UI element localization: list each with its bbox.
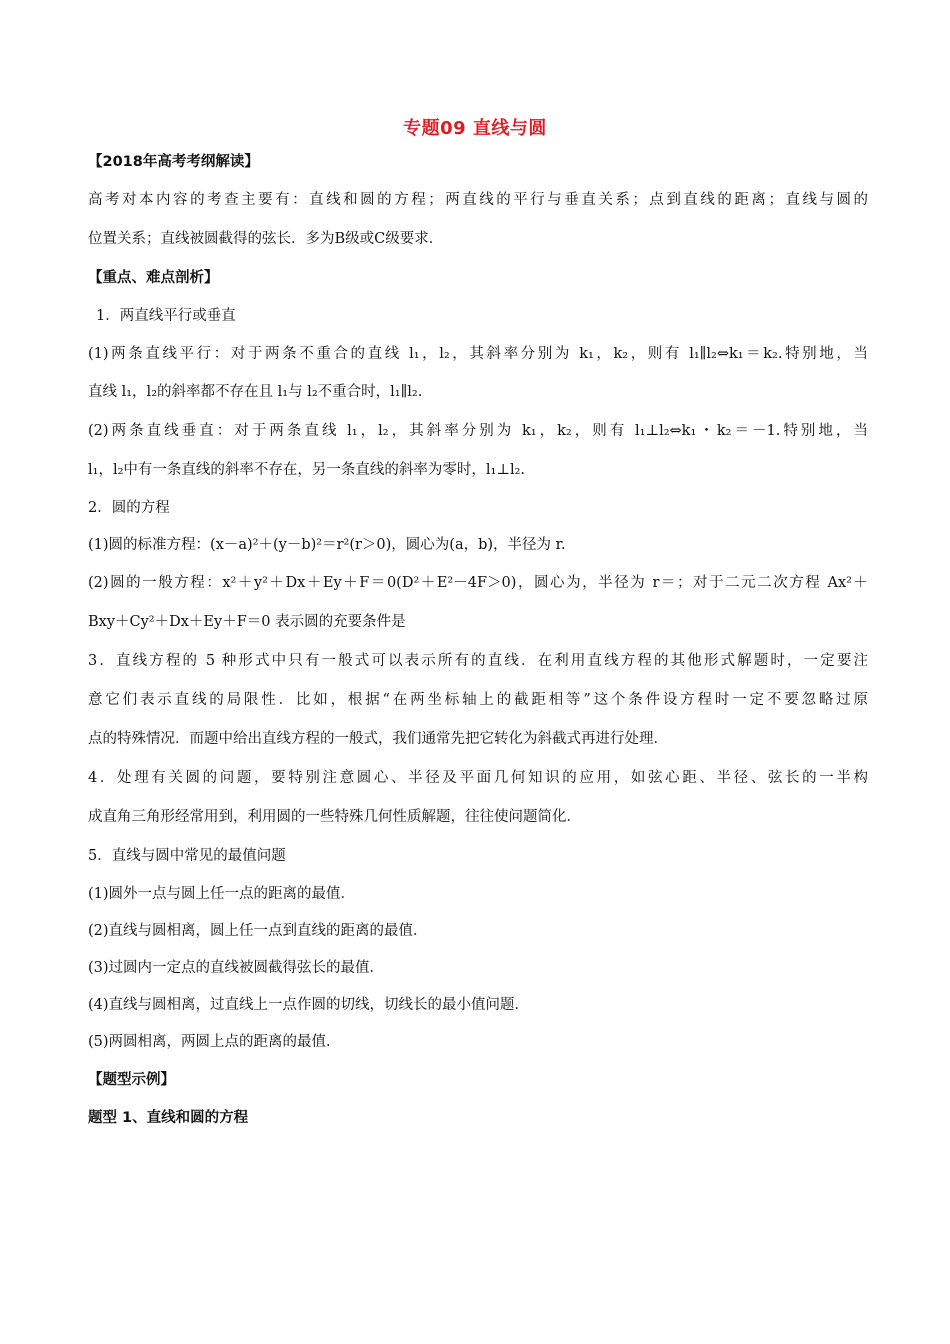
item-4-line-1: 4．处理有关圆的问题，要特别注意圆心、半径及平面几何知识的应用，如弦心距、半径、弦长的一半构 xyxy=(88,770,868,786)
item-4-line-2: 成直角三角形经常用到，利用圆的一些特殊几何性质解题，往往使问题简化． xyxy=(88,809,581,825)
document-title: 专题09 直线与圆 xyxy=(403,118,547,139)
item-5-list-item: (2)直线与圆相离，圆上任一点到直线的距离的最值． xyxy=(88,923,428,939)
syllabus-paragraph-line-2: 位置关系；直线被圆截得的弦长．多为B级或C级要求． xyxy=(88,231,444,247)
example-type-1-heading: 题型 1、直线和圆的方程 xyxy=(88,1110,249,1126)
item-1-para-1-line-1: (1)两条直线平行：对于两条不重合的直线 l₁，l₂，其斜率分别为 k₁，k₂，则有 l₁∥l₂⇔k₁＝k₂.特别地，当 xyxy=(88,346,868,362)
section-heading-key-points: 【重点、难点剖析】 xyxy=(88,270,219,286)
item-2-title: 2．圆的方程 xyxy=(88,500,170,516)
section-heading-examples: 【题型示例】 xyxy=(88,1072,175,1088)
section-heading-syllabus: 【2018年高考考纲解读】 xyxy=(88,154,259,170)
item-5-list-item: (3)过圆内一定点的直线被圆截得弦长的最值． xyxy=(88,960,385,976)
item-1-para-2-line-2: l₁，l₂中有一条直线的斜率不存在，另一条直线的斜率为零时，l₁⊥l₂. xyxy=(88,462,526,478)
syllabus-paragraph-line-1: 高考对本内容的考查主要有：直线和圆的方程；两直线的平行与垂直关系；点到直线的距离；直线与圆的 xyxy=(88,192,868,208)
item-1-para-2-line-1: (2)两条直线垂直：对于两条直线 l₁，l₂，其斜率分别为 k₁，k₂，则有 l₁⊥l₂⇔k₁・k₂＝－1.特别地，当 xyxy=(88,423,868,439)
item-5-list-item: (5)两圆相离，两圆上点的距离的最值． xyxy=(88,1034,341,1050)
item-2-para-2-line-1: (2)圆的一般方程：x²＋y²＋Dx＋Ey＋F＝0(D²＋E²－4F＞0)，圆心为，半径为 r＝；对于二元二次方程 Ax²＋ xyxy=(88,575,868,591)
item-3-line-1: 3．直线方程的 5 种形式中只有一般式可以表示所有的直线．在利用直线方程的其他形式解题时，一定要注 xyxy=(88,653,868,669)
item-5-list-item: (4)直线与圆相离，过直线上一点作圆的切线，切线长的最小值问题． xyxy=(88,997,530,1013)
item-1-title: 1．两直线平行或垂直 xyxy=(96,308,236,324)
item-2-para-2-line-2: Bxy＋Cy²＋Dx＋Ey＋F＝0 表示圆的充要条件是 xyxy=(88,614,406,630)
item-3-line-2: 意它们表示直线的局限性．比如，根据“在两坐标轴上的截距相等”这个条件设方程时一定不要忽略过原 xyxy=(88,692,868,708)
item-1-para-1-line-2: 直线 l₁，l₂的斜率都不存在且 l₁与 l₂不重合时，l₁∥l₂. xyxy=(88,384,423,400)
item-2-para-1: (1)圆的标准方程：(x－a)²＋(y－b)²＝r²(r＞0)，圆心为(a，b)，半径为 r. xyxy=(88,537,566,553)
item-3-line-3: 点的特殊情况．而题中给出直线方程的一般式，我们通常先把它转化为斜截式再进行处理． xyxy=(88,731,668,747)
item-5-title: 5．直线与圆中常见的最值问题 xyxy=(88,848,286,864)
item-5-list-item: (1)圆外一点与圆上任一点的距离的最值． xyxy=(88,886,356,902)
